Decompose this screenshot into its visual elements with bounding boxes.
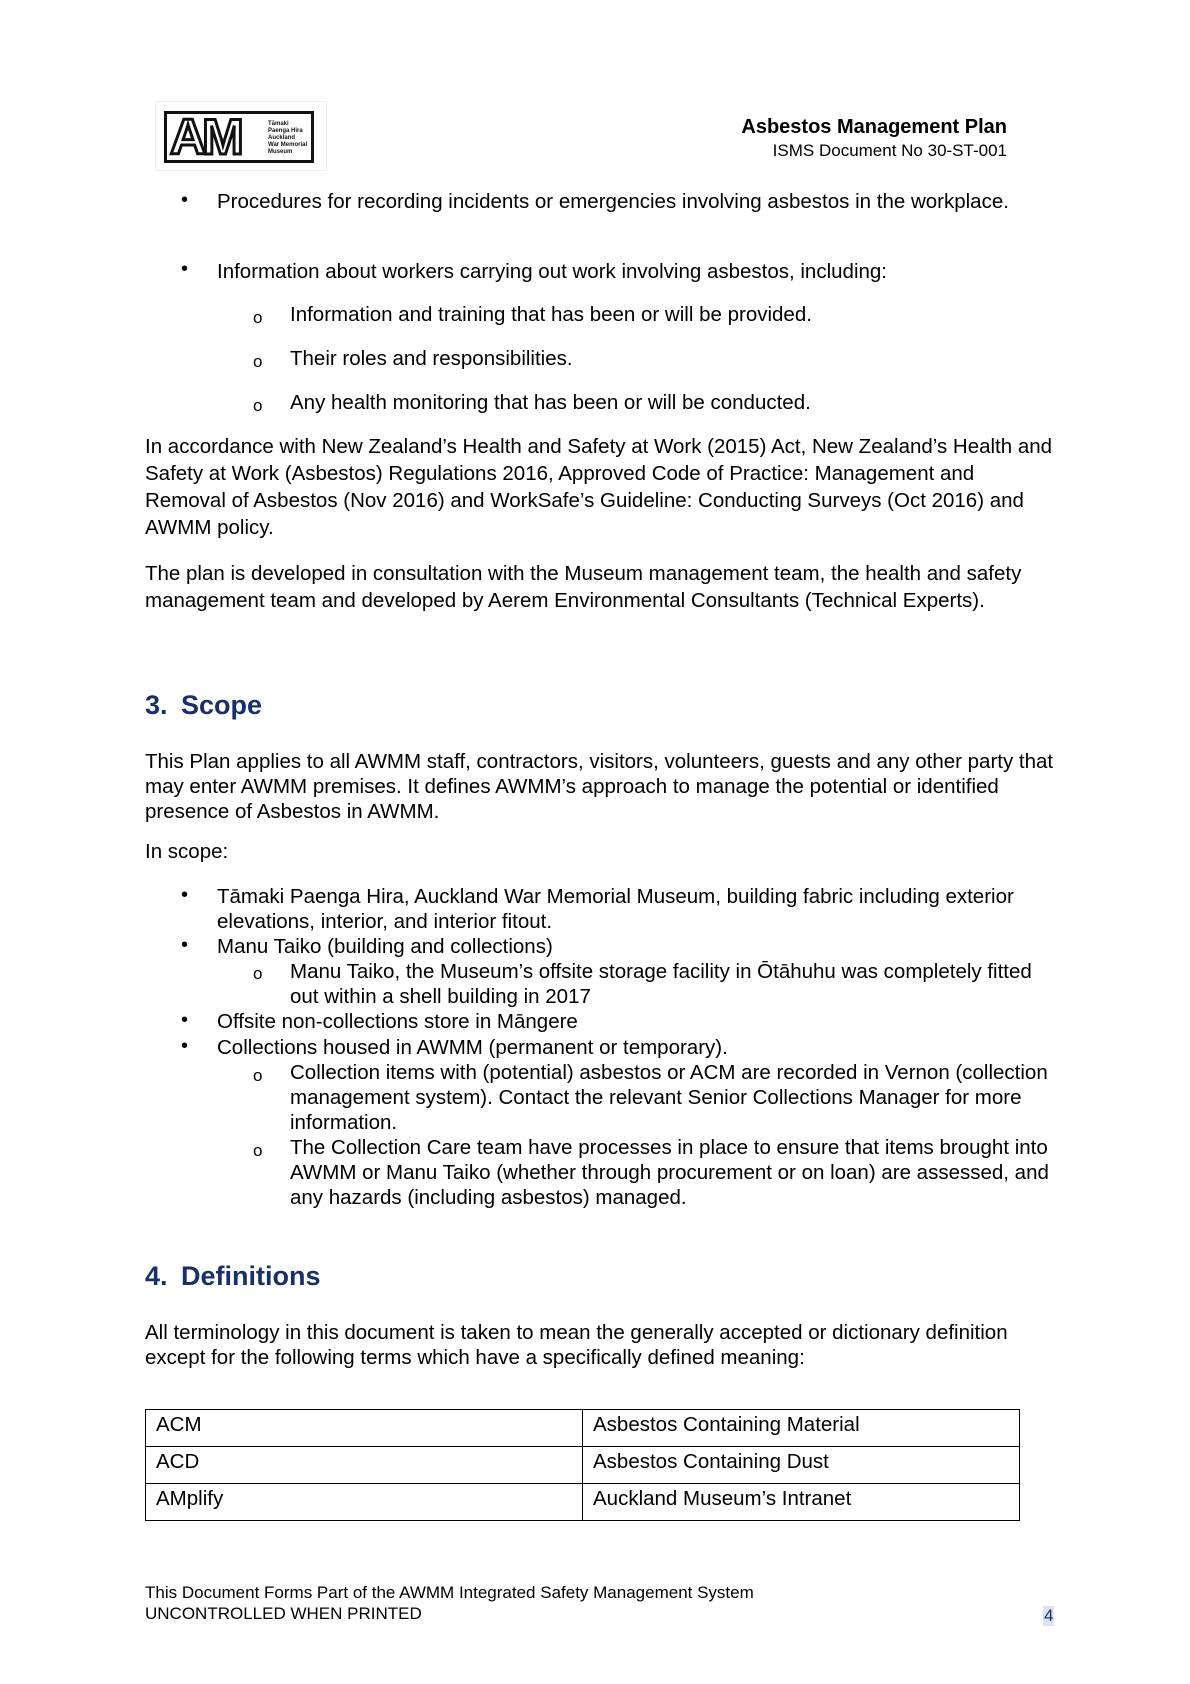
page-number: 4 — [1044, 1606, 1054, 1625]
document-number: ISMS Document No 30-ST-001 — [772, 141, 1007, 160]
definitions-table — [145, 1409, 1020, 1521]
list-item: Manu Taiko (building and collections) — [217, 935, 553, 958]
section-heading-scope — [145, 690, 262, 721]
section-title: Scope — [181, 690, 263, 720]
bullet-marker: • — [181, 934, 189, 956]
footer-uncontrolled: UNCONTROLLED WHEN PRINTED — [145, 1604, 422, 1623]
sub-list-item: The Collection Care team have processes in place to ensure that items brought into AWMM or Manu Taiko (whether through procurement or on loan) are assessed, and any hazards (including asbestos) managed. — [290, 1136, 1049, 1209]
list-item: Offsite non-collections store in Māngere — [217, 1010, 578, 1033]
sub-bullet-marker: o — [253, 308, 263, 327]
term-cell: AMplify — [146, 1484, 583, 1521]
section-number: 4. — [145, 1261, 168, 1291]
sub-bullet-marker: o — [253, 396, 263, 415]
meaning-cell: Asbestos Containing Dust — [583, 1447, 1020, 1484]
in-scope-label: In scope: — [145, 840, 229, 863]
list-item: Information about workers carrying out work involving asbestos, including: — [217, 260, 887, 283]
definitions-intro: All terminology in this document is taken to mean the generally accepted or dictionary definition except for the following terms which have a specifically defined meaning: — [145, 1321, 1008, 1369]
table-row — [146, 1447, 1020, 1484]
logo-text: Tāmaki Paenga Hira Auckland War Memorial Museum — [268, 121, 308, 155]
bullet-marker: • — [181, 189, 189, 211]
document-title: Asbestos Management Plan — [741, 116, 1007, 138]
term-cell: ACD — [146, 1447, 583, 1484]
meaning-cell: Auckland Museum’s Intranet — [583, 1484, 1020, 1521]
list-item: Tāmaki Paenga Hira, Auckland War Memorial Museum, building fabric including exterior elevations, interior, and interior fitout. — [217, 885, 1014, 933]
sub-bullet-marker: o — [253, 964, 263, 983]
sub-bullet-marker: o — [253, 1141, 263, 1160]
logo-mark: AM — [170, 109, 240, 165]
meaning-cell: Asbestos Containing Material — [583, 1410, 1020, 1447]
sub-bullet-marker: o — [253, 1066, 263, 1085]
section-number: 3. — [145, 690, 168, 720]
scope-intro: This Plan applies to all AWMM staff, contractors, visitors, volunteers, guests and any other party that may enter AWMM premises. It defines AWMM’s approach to manage the potential or identified presence of Asbestos in AWMM. — [145, 750, 1054, 823]
paragraph-accordance: In accordance with New Zealand’s Health and Safety at Work (2015) Act, New Zealand’s Health and Safety at Work (Asbestos) Regulations 2016, Approved Code of Practice: Management and Removal of Asbestos (Nov 2016) and WorkSafe’s Guideline: Conducting Surveys (Oct 2016) and AWMM policy. — [145, 435, 1053, 539]
sub-bullet-marker: o — [253, 352, 263, 371]
sub-list-item: Information and training that has been or will be provided. — [290, 303, 812, 326]
sub-list-item: Manu Taiko, the Museum’s offsite storage facility in Ōtāhuhu was completely fitted out within a shell building in 2017 — [290, 960, 1032, 1008]
list-item: Procedures for recording incidents or emergencies involving asbestos in the workplace. — [217, 190, 1009, 213]
section-title: Definitions — [181, 1261, 321, 1291]
footer-statement: This Document Forms Part of the AWMM Integrated Safety Management System — [145, 1583, 754, 1602]
term-cell: ACM — [146, 1410, 583, 1447]
section-heading-definitions — [145, 1261, 321, 1292]
paragraph-consultation: The plan is developed in consultation with the Museum management team, the health and safety management team and developed by Aerem Environmental Consultants (Technical Experts). — [145, 562, 1022, 612]
bullet-marker: • — [181, 1009, 189, 1031]
table-row — [146, 1484, 1020, 1521]
sub-list-item: Their roles and responsibilities. — [290, 347, 573, 370]
list-item: Collections housed in AWMM (permanent or temporary). — [217, 1036, 728, 1059]
table-row — [146, 1410, 1020, 1447]
sub-list-item: Collection items with (potential) asbestos or ACM are recorded in Vernon (collection management system). Contact the relevant Senior Collections Manager for more information. — [290, 1061, 1048, 1134]
bullet-marker: • — [181, 884, 189, 906]
bullet-marker: • — [181, 1035, 189, 1057]
bullet-marker: • — [181, 258, 189, 280]
sub-list-item: Any health monitoring that has been or will be conducted. — [290, 391, 811, 414]
